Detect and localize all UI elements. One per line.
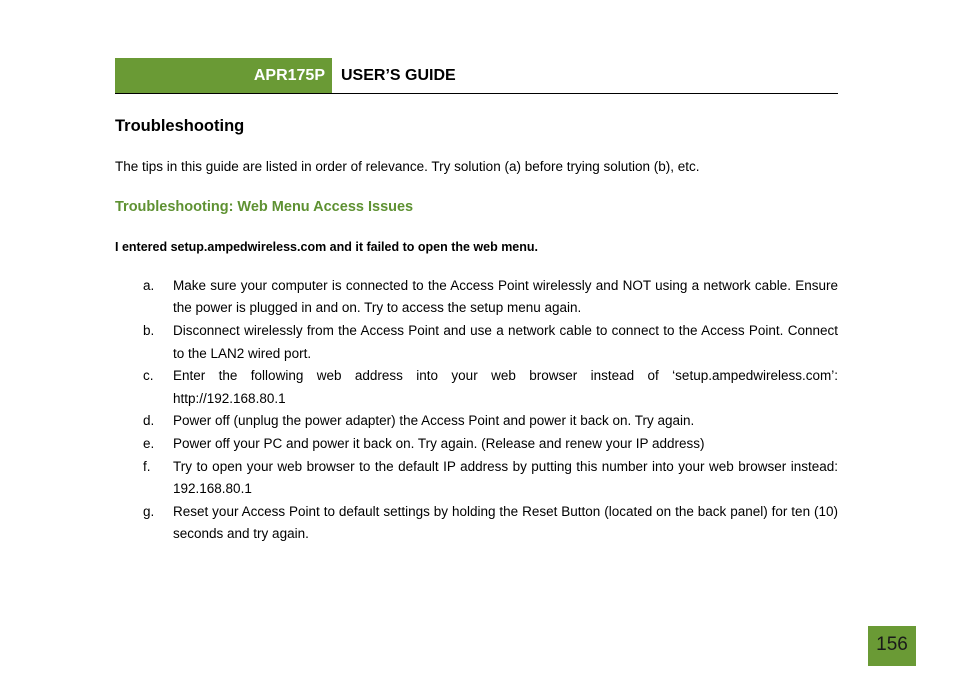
- step-item: [143, 410, 838, 432]
- step-text: Disconnect wirelessly from the Access Point and use a network cable to connect to the Access Point. Connect to the LAN2 wired port.: [173, 323, 838, 361]
- step-item: [143, 501, 838, 546]
- subsection-title: Troubleshooting: Web Menu Access Issues: [115, 199, 414, 215]
- product-model-label: APR175P: [115, 58, 332, 93]
- step-marker: g.: [143, 503, 155, 519]
- step-marker: a.: [143, 278, 155, 293]
- step-text: Make sure your computer is connected to the Access Point wirelessly and NOT using a network cable. Ensure the power is plugged in and on. Try to access the setup menu again.: [173, 278, 838, 316]
- step-text: Power off your PC and power it back on. Try again. (Release and renew your IP address): [173, 436, 705, 452]
- troubleshooting-steps: [143, 275, 838, 546]
- step-marker: b.: [143, 323, 155, 339]
- step-item: [143, 365, 838, 410]
- intro-text: The tips in this guide are listed in order of relevance. Try solution (a) before trying solution (b), etc.: [115, 159, 700, 174]
- step-text: Try to open your web browser to the default IP address by putting this number into your web browser instead: 192.168.80.1: [173, 458, 838, 497]
- step-text: Enter the following web address into your web browser instead of ‘setup.ampedwireless.com’: http://192.168.80.1: [173, 368, 838, 406]
- section-title: Troubleshooting: [115, 117, 245, 135]
- step-text: Power off (unplug the power adapter) the Access Point and power it back on. Try again.: [173, 413, 695, 429]
- page-number: 156: [868, 626, 916, 666]
- step-item: [143, 320, 838, 365]
- step-marker: c.: [143, 368, 154, 384]
- step-item: [143, 433, 838, 455]
- page-header: [115, 58, 838, 94]
- step-item: [143, 456, 838, 501]
- step-text: Reset your Access Point to default settings by holding the Reset Button (located on the back panel) for ten (10) seconds and try again.: [173, 503, 838, 542]
- step-marker: d.: [143, 413, 155, 429]
- step-marker: e.: [143, 436, 155, 452]
- step-marker: f.: [143, 458, 151, 474]
- guide-title: USER’S GUIDE: [341, 67, 456, 84]
- issue-statement: I entered setup.ampedwireless.com and it failed to open the web menu.: [115, 240, 539, 254]
- step-item: [143, 275, 838, 320]
